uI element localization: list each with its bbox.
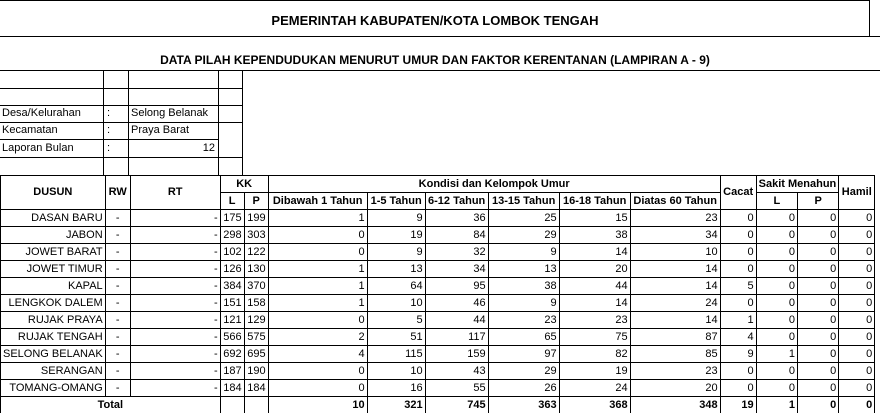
cell-hamil: 0 — [839, 227, 875, 244]
header-age-13-15: 13-15 Tahun — [488, 193, 559, 210]
population-table — [0, 175, 875, 413]
header-sakit-l: L — [756, 193, 797, 210]
cell-age-over-60: 87 — [630, 329, 720, 346]
cell-age-16-18: 24 — [559, 380, 630, 397]
cell-age-16-18: 20 — [559, 261, 630, 278]
cell-age-over-60: 10 — [630, 244, 720, 261]
cell-age-16-18: 19 — [559, 363, 630, 380]
header-age-over-60: Diatas 60 Tahun — [630, 193, 720, 210]
cell-kk-p: 199 — [244, 210, 268, 227]
cell-sakit-p: 0 — [797, 380, 838, 397]
cell-age-1-5: 115 — [367, 346, 425, 363]
total-cell: 0 — [839, 397, 875, 414]
cell-age-over-60: 14 — [630, 261, 720, 278]
info-rule — [218, 70, 219, 175]
cell-sakit-l: 0 — [756, 261, 797, 278]
cell-age-1-5: 10 — [367, 295, 425, 312]
cell-age-6-12: 44 — [425, 312, 488, 329]
total-cell: 19 — [720, 397, 756, 414]
cell-rt: - — [130, 210, 220, 227]
rule-right — [869, 0, 870, 36]
total-cell: 363 — [488, 397, 559, 414]
total-kk-p — [244, 397, 268, 414]
table-row — [1, 363, 875, 380]
cell-cacat: 0 — [720, 244, 756, 261]
cell-kk-p: 190 — [244, 363, 268, 380]
cell-sakit-p: 0 — [797, 363, 838, 380]
rule-title — [0, 36, 880, 37]
cell-age-1-5: 19 — [367, 227, 425, 244]
table-row — [1, 295, 875, 312]
cell-kk-l: 566 — [220, 329, 244, 346]
header-kk-p: P — [244, 193, 268, 210]
cell-age-16-18: 75 — [559, 329, 630, 346]
bulan-value: 12 — [202, 142, 215, 154]
header-age-under-1: Dibawah 1 Tahun — [268, 193, 367, 210]
cell-sakit-l: 0 — [756, 210, 797, 227]
cell-sakit-l: 0 — [756, 227, 797, 244]
total-kk-l — [220, 397, 244, 414]
cell-age-6-12: 159 — [425, 346, 488, 363]
cell-rt: - — [130, 295, 220, 312]
cell-hamil: 0 — [839, 346, 875, 363]
cell-rw: - — [105, 210, 130, 227]
cell-cacat: 0 — [720, 210, 756, 227]
cell-age-13-15: 23 — [488, 312, 559, 329]
separator: : — [107, 142, 111, 154]
cell-rt: - — [130, 227, 220, 244]
info-rule — [128, 70, 129, 175]
table-row — [1, 261, 875, 278]
cell-rt: - — [130, 278, 220, 295]
total-cell: 321 — [367, 397, 425, 414]
cell-hamil: 0 — [839, 329, 875, 346]
cell-age-1-5: 64 — [367, 278, 425, 295]
total-cell: 745 — [425, 397, 488, 414]
cell-age-16-18: 15 — [559, 210, 630, 227]
header-kk-l: L — [220, 193, 244, 210]
header-sakit-p: P — [797, 193, 838, 210]
cell-dusun: RUJAK PRAYA — [1, 312, 106, 329]
cell-kk-l: 102 — [220, 244, 244, 261]
cell-kk-l: 187 — [220, 363, 244, 380]
desa-value: Selong Belanak — [131, 107, 209, 119]
header-age-1-5: 1-5 Tahun — [367, 193, 425, 210]
cell-sakit-p: 0 — [797, 346, 838, 363]
cell-sakit-p: 0 — [797, 210, 838, 227]
cell-sakit-l: 0 — [756, 244, 797, 261]
page-title: PEMERINTAH KABUPATEN/KOTA LOMBOK TENGAH — [271, 13, 599, 28]
separator: : — [107, 107, 111, 119]
cell-rw: - — [105, 363, 130, 380]
cell-hamil: 0 — [839, 363, 875, 380]
cell-cacat: 5 — [720, 278, 756, 295]
cell-age-over-60: 20 — [630, 380, 720, 397]
cell-kk-p: 370 — [244, 278, 268, 295]
cell-age-1-5: 16 — [367, 380, 425, 397]
table-row — [1, 329, 875, 346]
cell-rw: - — [105, 346, 130, 363]
cell-age-over-60: 23 — [630, 210, 720, 227]
cell-age-over-60: 14 — [630, 312, 720, 329]
cell-rw: - — [105, 227, 130, 244]
cell-cacat: 0 — [720, 295, 756, 312]
cell-kk-l: 298 — [220, 227, 244, 244]
cell-age-16-18: 44 — [559, 278, 630, 295]
table-row — [1, 346, 875, 363]
cell-hamil: 0 — [839, 261, 875, 278]
cell-hamil: 0 — [839, 278, 875, 295]
info-rule — [0, 139, 218, 140]
cell-cacat: 0 — [720, 261, 756, 278]
header-hamil: Hamil — [839, 176, 875, 210]
cell-sakit-p: 0 — [797, 244, 838, 261]
cell-dusun: SELONG BELANAK — [1, 346, 106, 363]
cell-sakit-p: 0 — [797, 278, 838, 295]
cell-age-13-15: 97 — [488, 346, 559, 363]
cell-kk-l: 175 — [220, 210, 244, 227]
cell-age-16-18: 14 — [559, 295, 630, 312]
cell-age-13-15: 25 — [488, 210, 559, 227]
cell-kk-l: 184 — [220, 380, 244, 397]
cell-age-16-18: 14 — [559, 244, 630, 261]
header-dusun: DUSUN — [1, 176, 106, 210]
cell-age-1-5: 9 — [367, 210, 425, 227]
cell-sakit-p: 0 — [797, 329, 838, 346]
cell-age-6-12: 46 — [425, 295, 488, 312]
cell-dusun: JABON — [1, 227, 106, 244]
cell-kk-p: 129 — [244, 312, 268, 329]
cell-cacat: 0 — [720, 227, 756, 244]
cell-dusun: TOMANG-OMANG — [1, 380, 106, 397]
cell-age-13-15: 29 — [488, 363, 559, 380]
rule-subtitle — [0, 70, 880, 71]
cell-cacat: 0 — [720, 363, 756, 380]
cell-dusun: RUJAK TENGAH — [1, 329, 106, 346]
header-kondisi: Kondisi dan Kelompok Umur — [268, 176, 720, 193]
cell-rw: - — [105, 244, 130, 261]
cell-age-under-1: 0 — [268, 244, 367, 261]
cell-age-1-5: 13 — [367, 261, 425, 278]
table-row — [1, 244, 875, 261]
cell-cacat: 9 — [720, 346, 756, 363]
cell-kk-p: 695 — [244, 346, 268, 363]
cell-age-under-1: 0 — [268, 380, 367, 397]
header-age-6-12: 6-12 Tahun — [425, 193, 488, 210]
cell-age-under-1: 4 — [268, 346, 367, 363]
info-rule — [0, 157, 242, 158]
cell-kk-l: 384 — [220, 278, 244, 295]
cell-age-6-12: 34 — [425, 261, 488, 278]
total-cell: 10 — [268, 397, 367, 414]
cell-age-6-12: 95 — [425, 278, 488, 295]
cell-age-13-15: 38 — [488, 278, 559, 295]
cell-age-over-60: 23 — [630, 363, 720, 380]
header-sakit-menahun: Sakit Menahun — [756, 176, 839, 193]
total-cell: 1 — [756, 397, 797, 414]
cell-kk-p: 575 — [244, 329, 268, 346]
cell-age-over-60: 14 — [630, 278, 720, 295]
cell-dusun: SERANGAN — [1, 363, 106, 380]
cell-sakit-l: 0 — [756, 295, 797, 312]
cell-age-13-15: 9 — [488, 295, 559, 312]
cell-kk-l: 126 — [220, 261, 244, 278]
cell-age-1-5: 10 — [367, 363, 425, 380]
cell-rt: - — [130, 261, 220, 278]
cell-rw: - — [105, 329, 130, 346]
cell-age-over-60: 34 — [630, 227, 720, 244]
cell-rt: - — [130, 244, 220, 261]
cell-sakit-l: 0 — [756, 312, 797, 329]
cell-kk-l: 692 — [220, 346, 244, 363]
cell-rw: - — [105, 312, 130, 329]
cell-age-13-15: 13 — [488, 261, 559, 278]
cell-cacat: 4 — [720, 329, 756, 346]
cell-rw: - — [105, 380, 130, 397]
page-subtitle: DATA PILAH KEPENDUDUKAN MENURUT UMUR DAN FAKTOR KERENTANAN (LAMPIRAN A - 9) — [160, 53, 710, 67]
cell-age-6-12: 36 — [425, 210, 488, 227]
header-cacat: Cacat — [720, 176, 756, 210]
cell-kk-l: 151 — [220, 295, 244, 312]
total-cell: 0 — [797, 397, 838, 414]
cell-age-under-1: 1 — [268, 210, 367, 227]
cell-dusun: JOWET TIMUR — [1, 261, 106, 278]
cell-cacat: 0 — [720, 380, 756, 397]
cell-age-6-12: 43 — [425, 363, 488, 380]
total-label: Total — [1, 397, 221, 414]
cell-rw: - — [105, 278, 130, 295]
table-row — [1, 278, 875, 295]
total-row — [1, 397, 875, 414]
header-rt: RT — [130, 176, 220, 210]
cell-age-13-15: 9 — [488, 244, 559, 261]
info-rule — [0, 88, 242, 89]
cell-age-6-12: 55 — [425, 380, 488, 397]
cell-hamil: 0 — [839, 312, 875, 329]
cell-age-1-5: 51 — [367, 329, 425, 346]
cell-age-under-1: 0 — [268, 312, 367, 329]
cell-age-6-12: 117 — [425, 329, 488, 346]
cell-age-under-1: 0 — [268, 363, 367, 380]
cell-sakit-l: 1 — [756, 346, 797, 363]
cell-rt: - — [130, 380, 220, 397]
table-row — [1, 380, 875, 397]
cell-dusun: JOWET BARAT — [1, 244, 106, 261]
cell-sakit-l: 0 — [756, 363, 797, 380]
kecamatan-value: Praya Barat — [131, 124, 190, 136]
separator: : — [107, 124, 111, 136]
cell-age-under-1: 1 — [268, 278, 367, 295]
cell-hamil: 0 — [839, 244, 875, 261]
kecamatan-label: Kecamatan — [2, 124, 58, 136]
cell-rw: - — [105, 295, 130, 312]
cell-rt: - — [130, 312, 220, 329]
cell-hamil: 0 — [839, 380, 875, 397]
bulan-label: Laporan Bulan — [2, 142, 74, 154]
header-rw: RW — [105, 176, 130, 210]
cell-age-1-5: 9 — [367, 244, 425, 261]
rule-top — [0, 0, 870, 1]
cell-age-under-1: 1 — [268, 295, 367, 312]
table-row — [1, 210, 875, 227]
cell-age-13-15: 29 — [488, 227, 559, 244]
cell-age-under-1: 2 — [268, 329, 367, 346]
header-age-16-18: 16-18 Tahun — [559, 193, 630, 210]
cell-age-under-1: 1 — [268, 261, 367, 278]
cell-age-6-12: 32 — [425, 244, 488, 261]
info-rule — [103, 70, 104, 175]
cell-age-under-1: 0 — [268, 227, 367, 244]
info-rule — [242, 70, 243, 175]
cell-sakit-p: 0 — [797, 261, 838, 278]
cell-kk-p: 122 — [244, 244, 268, 261]
cell-age-16-18: 23 — [559, 312, 630, 329]
cell-cacat: 1 — [720, 312, 756, 329]
cell-kk-l: 121 — [220, 312, 244, 329]
cell-age-6-12: 84 — [425, 227, 488, 244]
header-kk: KK — [220, 176, 268, 193]
cell-dusun: LENGKOK DALEM — [1, 295, 106, 312]
cell-kk-p: 130 — [244, 261, 268, 278]
total-cell: 368 — [559, 397, 630, 414]
cell-age-over-60: 24 — [630, 295, 720, 312]
cell-kk-p: 303 — [244, 227, 268, 244]
cell-kk-p: 184 — [244, 380, 268, 397]
cell-dusun: KAPAL — [1, 278, 106, 295]
cell-rw: - — [105, 261, 130, 278]
cell-hamil: 0 — [839, 295, 875, 312]
cell-dusun: DASAN BARU — [1, 210, 106, 227]
table-row — [1, 227, 875, 244]
cell-age-16-18: 38 — [559, 227, 630, 244]
cell-age-13-15: 65 — [488, 329, 559, 346]
cell-hamil: 0 — [839, 210, 875, 227]
total-cell: 348 — [630, 397, 720, 414]
cell-age-13-15: 26 — [488, 380, 559, 397]
cell-sakit-p: 0 — [797, 227, 838, 244]
cell-rt: - — [130, 329, 220, 346]
cell-rt: - — [130, 346, 220, 363]
cell-age-over-60: 85 — [630, 346, 720, 363]
cell-age-16-18: 82 — [559, 346, 630, 363]
table-row — [1, 312, 875, 329]
desa-label: Desa/Kelurahan — [2, 107, 81, 119]
cell-age-1-5: 5 — [367, 312, 425, 329]
cell-sakit-l: 0 — [756, 380, 797, 397]
cell-rt: - — [130, 363, 220, 380]
cell-sakit-p: 0 — [797, 295, 838, 312]
cell-sakit-p: 0 — [797, 312, 838, 329]
cell-sakit-l: 0 — [756, 278, 797, 295]
cell-sakit-l: 0 — [756, 329, 797, 346]
cell-kk-p: 158 — [244, 295, 268, 312]
